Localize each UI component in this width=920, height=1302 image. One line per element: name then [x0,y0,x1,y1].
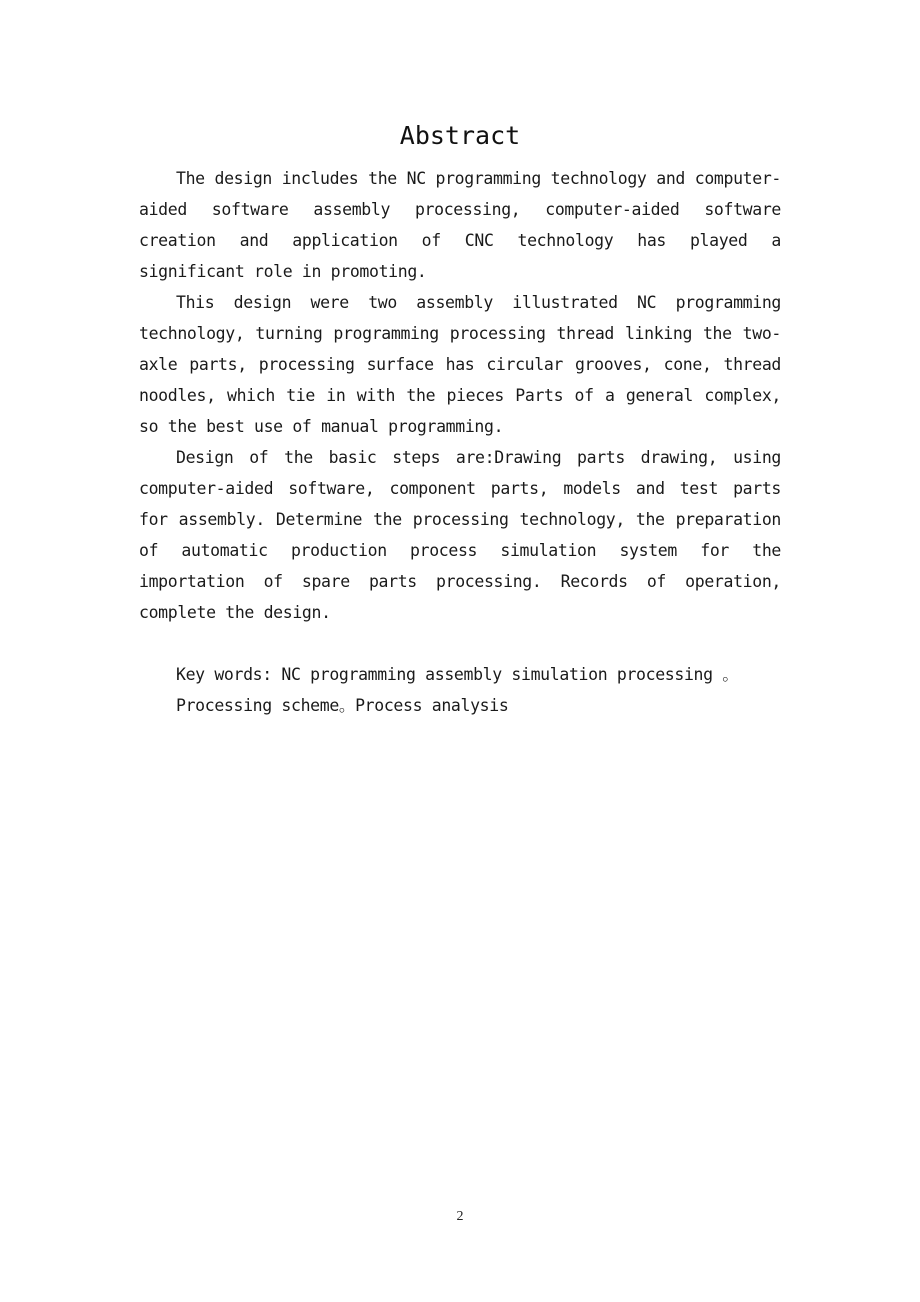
abstract-paragraph-1: The design includes the NC programming technology and computer-aided software assembly processing, computer-aided software creation and application of CNC technology has played a significant role in promoting. [139,169,781,281]
abstract-body [139,163,781,721]
abstract-paragraph-2: This design were two assembly illustrated NC programming technology, turning programming processing thread linking the two-axle parts, processing surface has circular grooves, cone, thread noodles, which tie in with the pieces Parts of a general complex, so the best use of manual programming. [139,293,781,436]
page-title: Abstract [399,121,521,150]
page-number: 2 [456,1209,464,1224]
paragraph-spacer [139,628,781,659]
abstract-paragraph-3: Design of the basic steps are:Drawing parts drawing, using computer-aided software, component parts, models and test parts for assembly. Determine the processing technology, the preparation of automatic production process simulation system for the importation of spare parts processing. Records of operation, complete the design. [139,448,781,622]
keywords-line-1: Key words: NC programming assembly simulation processing 。 [176,665,739,684]
keywords-line-2: Processing scheme。Process analysis [176,696,509,715]
